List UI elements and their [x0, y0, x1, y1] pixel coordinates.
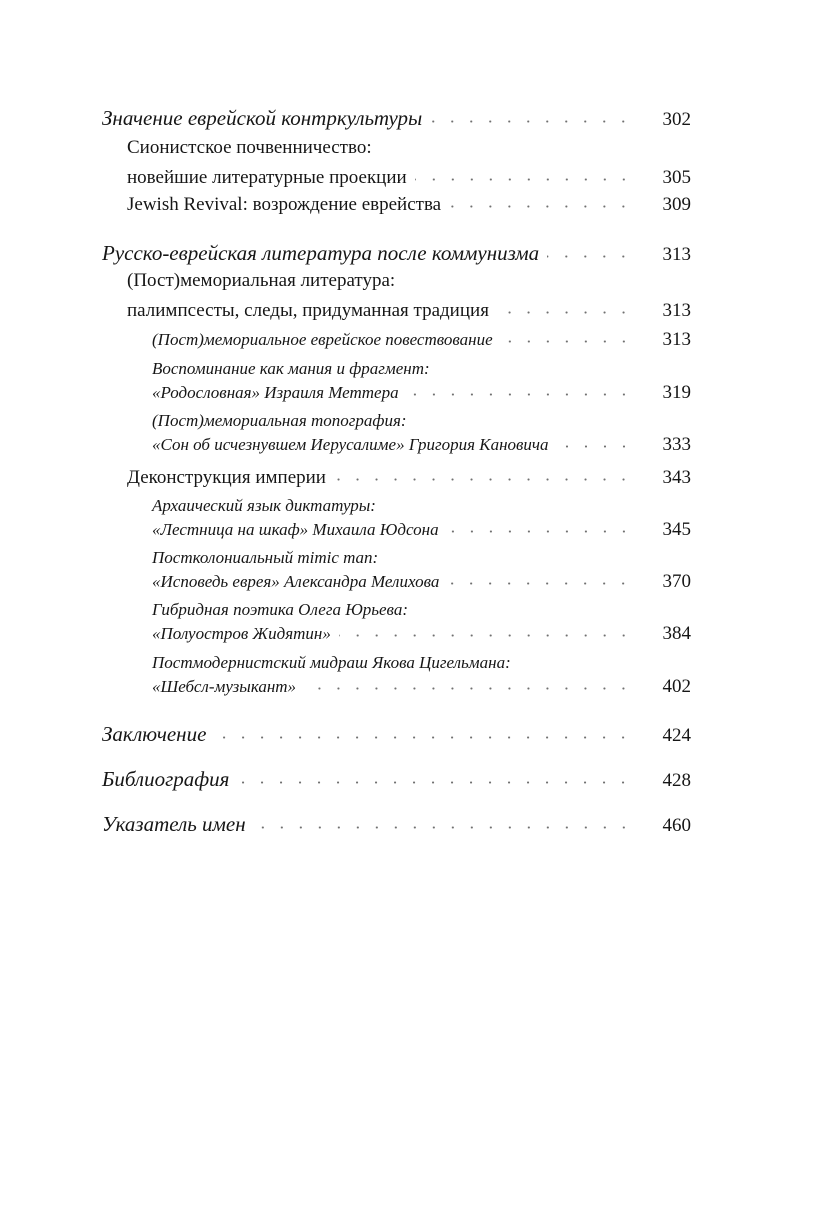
- entry-title: Архаический язык диктатуры:: [152, 496, 376, 515]
- toc-entry[interactable]: [0, 133, 813, 193]
- entry-title-continued: палимпсесты, следы, придуманная традиция: [127, 300, 489, 321]
- dot-leader: [214, 736, 633, 739]
- page-number: 313: [662, 300, 691, 321]
- toc-entry[interactable]: [0, 328, 813, 352]
- dot-leader: [415, 178, 633, 181]
- dot-leader: [407, 393, 633, 396]
- dot-leader: [557, 445, 633, 448]
- entry-title-continued: «Полуостров Жидятин»: [152, 624, 331, 643]
- page-number: 302: [662, 109, 691, 130]
- dot-leader: [447, 530, 633, 533]
- toc-entry[interactable]: [0, 237, 813, 269]
- toc-entry[interactable]: [0, 266, 813, 326]
- toc-entry[interactable]: [0, 494, 813, 542]
- entry-title: Заключение: [102, 722, 207, 746]
- entry-title: Деконструкция империи: [127, 467, 326, 488]
- entry-title: (Пост)мемориальная топография:: [152, 411, 407, 430]
- entry-title: Значение еврейской контркультуры: [102, 106, 423, 130]
- page-number: 313: [662, 244, 691, 265]
- dot-leader: [334, 478, 633, 481]
- toc-entry[interactable]: [0, 463, 813, 493]
- entry-title-continued: «Сон об исчезнувшем Иерусалиме» Григория Кановича: [152, 435, 549, 454]
- toc-entry[interactable]: [0, 357, 813, 405]
- entry-title-continued: новейшие литературные проекции: [127, 167, 407, 188]
- dot-leader: [254, 826, 633, 829]
- dot-leader: [547, 255, 633, 258]
- toc-entry[interactable]: [0, 102, 813, 134]
- dot-leader: [237, 781, 633, 784]
- toc-entry[interactable]: [0, 190, 813, 220]
- dot-leader: [339, 634, 633, 637]
- page-number: 345: [662, 519, 691, 540]
- entry-title: Указатель имен: [102, 812, 246, 836]
- entry-title: Постколониальный mimic man:: [152, 548, 379, 567]
- page-number: 319: [662, 382, 691, 403]
- page-number: 305: [662, 167, 691, 188]
- entry-title: Гибридная поэтика Олега Юрьева:: [152, 600, 408, 619]
- entry-title: Воспоминание как мания и фрагмент:: [152, 359, 430, 378]
- dot-leader: [304, 687, 633, 690]
- entry-title: Постмодернистский мидраш Якова Цигельмана:: [152, 653, 511, 672]
- toc-entry[interactable]: [0, 651, 813, 699]
- toc-entry[interactable]: [0, 598, 813, 646]
- page-number: 343: [662, 467, 691, 488]
- page-number: 370: [662, 571, 691, 592]
- page-number: 309: [662, 194, 691, 215]
- entry-title-continued: «Шебсл-музыкант»: [152, 677, 297, 696]
- page-number: 313: [662, 329, 691, 350]
- toc-entry[interactable]: [0, 808, 813, 840]
- dot-leader: [497, 311, 633, 314]
- toc-entry[interactable]: [0, 546, 813, 594]
- dot-leader: [430, 120, 633, 123]
- entry-title: (Пост)мемориальное еврейское повествование: [152, 330, 493, 349]
- page-number: 333: [662, 434, 691, 455]
- page-number: 424: [662, 725, 691, 746]
- dot-leader: [447, 582, 633, 585]
- page-number: 402: [662, 676, 691, 697]
- entry-title: Русско-еврейская литература после коммунизма: [102, 241, 540, 265]
- entry-title-continued: «Родословная» Израиля Меттера: [152, 383, 399, 402]
- entry-title: Jewish Revival: возрождение еврейства: [127, 194, 442, 215]
- entry-title-continued: «Лестница на шкаф» Михаила Юдсона: [152, 520, 439, 539]
- page-number: 428: [662, 770, 691, 791]
- page-number: 384: [662, 623, 691, 644]
- entry-title: Сионистское почвенничество:: [127, 137, 372, 158]
- entry-title: Библиография: [102, 767, 230, 791]
- toc-entry[interactable]: [0, 409, 813, 457]
- page-number: 460: [662, 815, 691, 836]
- entry-title: (Пост)мемориальная литература:: [127, 270, 396, 291]
- entry-title-continued: «Исповедь еврея» Александра Мелихова: [152, 572, 440, 591]
- dot-leader: [501, 340, 633, 343]
- dot-leader: [449, 205, 633, 208]
- toc-entry[interactable]: [0, 763, 813, 795]
- toc-entry[interactable]: [0, 718, 813, 750]
